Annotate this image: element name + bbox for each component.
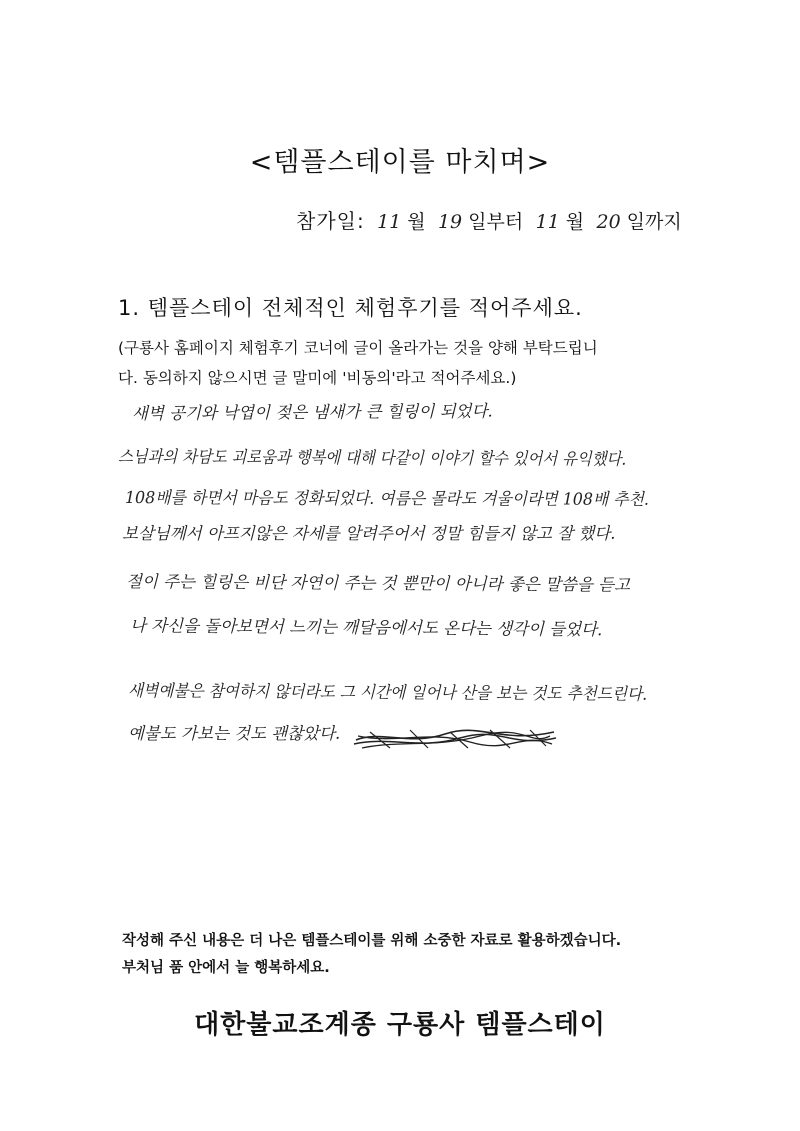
question-1: 1. 템플스테이 전체적인 체험후기를 적어주세요. <box>118 296 583 320</box>
end-month-value: 11 <box>535 211 560 233</box>
from-unit: 일부터 <box>468 211 524 233</box>
month-unit-start: 월 <box>407 211 426 233</box>
participation-label: 참가일: <box>296 209 365 233</box>
answer-line: 새벽예불은 참여하지 않더라도 그 시간에 일어나 산을 보는 것도 추천드린다. <box>127 681 648 704</box>
answer-line: 스님과의 차담도 괴로움과 행복에 대해 다같이 이야기 할수 있어서 유익했다. <box>117 447 627 469</box>
footer-thanks-line-2: 부처님 품 안에서 늘 행복하세요. <box>122 960 330 976</box>
answer-line: 나 자신을 돌아보면서 느끼는 깨달음에서도 온다는 생각이 들었다. <box>129 616 603 640</box>
answer-line: 108배를 하면서 마음도 정화되었다. 여름은 몰라도 겨울이라면 108배 추천. <box>124 488 649 509</box>
until-unit: 일까지 <box>626 211 682 233</box>
end-day-value: 20 <box>596 211 621 233</box>
answer-line: 보살님께서 아프지않은 자세를 알려주어서 정말 힘들지 않고 잘 했다. <box>122 524 616 543</box>
start-month-value: 11 <box>377 211 402 233</box>
month-unit-end: 월 <box>565 211 585 233</box>
answer-line: 예불도 가보는 것도 괜찮았다. <box>128 724 341 743</box>
start-day-value: 19 <box>437 211 463 233</box>
crossed-out-text <box>350 724 560 752</box>
consent-note-line-1: (구룡사 홈페이지 체험후기 코너에 글이 올라가는 것을 양해 부탁드립니 <box>118 339 598 357</box>
consent-note-line-2: 다. 동의하지 않으시면 글 말미에 '비동의'라고 적어주세요.) <box>118 369 517 387</box>
answer-line: 절이 주는 힐링은 비단 자연이 주는 것 뿐만이 아니라 좋은 말씀을 듣고 <box>125 572 631 595</box>
footer-thanks-line-1: 작성해 주신 내용은 더 나은 템플스테이를 위해 소중한 자료로 활용하겠습니다. <box>122 933 622 949</box>
answer-line: 새벽 공기와 낙엽이 젖은 냄새가 큰 힐링이 되었다. <box>131 401 493 423</box>
organization-name: 대한불교조계종 구룡사 템플스테이 <box>194 1010 606 1040</box>
page-title: <템플스테이를 마치며> <box>249 147 551 178</box>
